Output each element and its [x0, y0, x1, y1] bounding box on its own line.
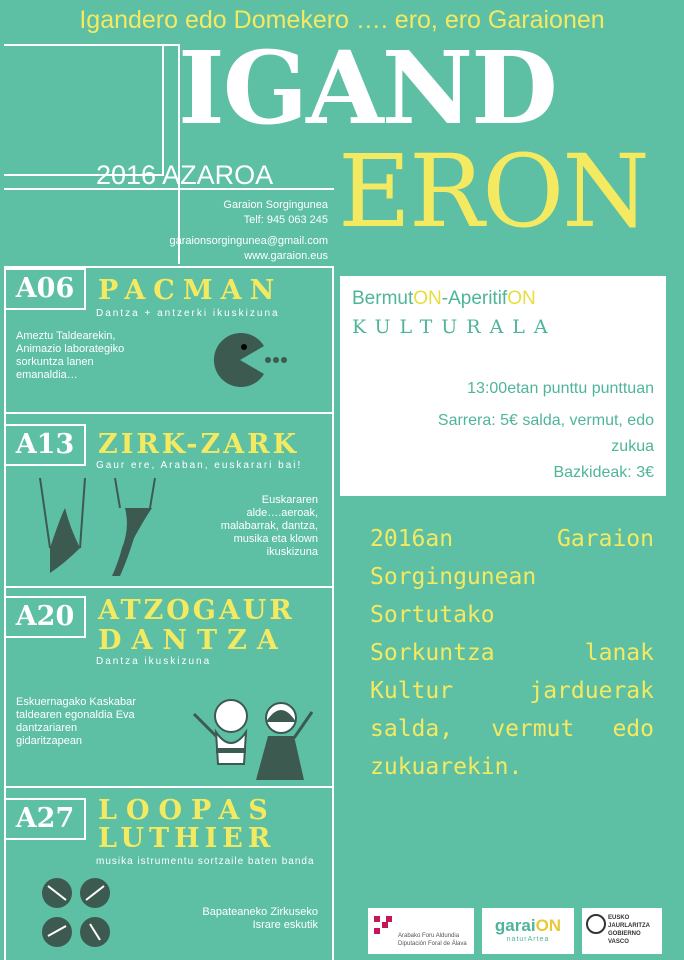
activity-subtitle: Dantza ikuskizuna [96, 656, 212, 667]
pacman-icon [210, 330, 290, 390]
activity-title: ZIRK-ZARK [98, 429, 300, 460]
vermut-subheading: KULTURALA [352, 316, 557, 338]
garaion-logo: garaiON naturArtea [482, 908, 574, 954]
activity-code: A20 [4, 596, 86, 638]
activity-description: Euskararen alde….aeroak, malabarrak, dantza, musika eta klown ikuskizuna [220, 494, 318, 558]
tagline: Igandero edo Domekero …. ero, ero Garaionen [79, 6, 605, 34]
activity-description: Bapateaneko Zirkuseko Israre eskutik [202, 906, 318, 931]
activity-title: LUTHIER [98, 823, 276, 854]
title-eron: ERON [338, 133, 648, 250]
alava-emblem-icon [372, 914, 394, 936]
vermut-heading: BermutON-AperitifON [352, 288, 536, 309]
alava-logo: Arabako Foru Aldundia Diputación Foral de Álava [368, 908, 474, 954]
activity-description: Ameztu Taldearekin, Animazio laborategiko sorkuntza lanen emanaldia… [16, 330, 125, 381]
instruments-icon [40, 876, 114, 960]
activity-title: PACMAN [98, 275, 283, 306]
contact-website[interactable]: www.garaion.eus [244, 250, 328, 262]
description-block: 2016an Garaion Sorgingunean Sortutako Sorkuntza lanak Kultur jarduerak salda, vermut edo zukuarekin. [370, 526, 654, 780]
contact-name: Garaion Sorgingunea [223, 199, 328, 211]
activity-code: A27 [4, 798, 86, 840]
activity-subtitle: musika istrumentu sortzaile baten banda [96, 856, 315, 867]
title-igand: IGAND [178, 29, 556, 147]
activity-code: A13 [4, 424, 86, 466]
contact-block [100, 198, 328, 264]
activity-title: DANTZA [98, 625, 288, 656]
divider-1 [4, 412, 334, 414]
gv-emblem-icon [586, 914, 606, 934]
activity-title: ATZOGAUR [98, 595, 295, 626]
aerial-acrobats-icon [30, 478, 170, 578]
contact-phone: Telf: 945 063 245 [243, 214, 328, 226]
activity-code: A06 [4, 268, 86, 310]
activity-subtitle: Dantza + antzerki ikuskizuna [96, 308, 280, 319]
divider-3 [4, 786, 334, 788]
activity-description: Eskuernagako Kaskabar taldearen egonaldia Eva dantzariaren gidaritzapean [16, 696, 136, 747]
dancers-icon [186, 684, 326, 784]
activity-subtitle: Gaur ere, Araban, euskarari bai! [96, 460, 303, 471]
vermut-entry: Sarrera: 5€ salda, vermut, edo [437, 412, 654, 429]
activity-title: LOOPAS [98, 795, 277, 826]
vermut-time: 13:00etan punttu punttuan [467, 380, 654, 397]
divider-2 [4, 586, 334, 588]
header-frame-inner [4, 44, 164, 176]
vermut-members: Bazkideak: 3€ [553, 464, 654, 481]
contact-email[interactable]: garaionsorgingunea@gmail.com [169, 235, 328, 247]
vermut-entry-cont: zukua [611, 438, 654, 455]
gobierno-vasco-logo: EUSKO JAURLARITZA GOBIERNO VASCO [582, 908, 662, 954]
event-date: 2016 AZAROA [96, 160, 274, 190]
